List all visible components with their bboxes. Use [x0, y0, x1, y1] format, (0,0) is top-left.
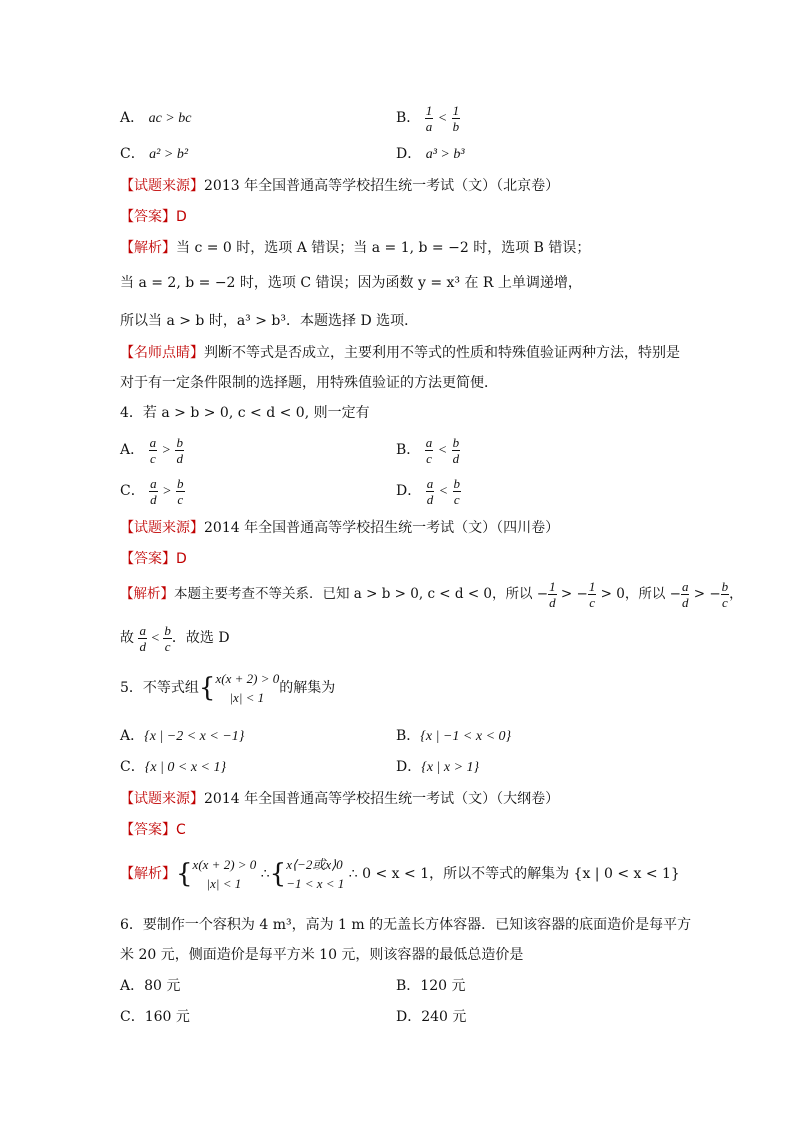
analysis-text: > 0，所以 −: [596, 586, 681, 602]
option-label: D．: [396, 759, 422, 775]
fraction: $\frac{a}{d}$: [150, 475, 157, 507]
source-tag: 【试题来源】: [120, 791, 204, 807]
answer-tag: 【答案】: [120, 209, 176, 225]
option-label: D．: [396, 483, 422, 499]
fraction: $\frac{b}{d}$: [176, 434, 183, 466]
operator: >: [162, 484, 172, 499]
brace-icon: {: [176, 859, 193, 889]
q6-stem-line1: 6．要制作一个容积为 4 m³，高为 1 m 的无盖长方体容器．已知该容器的底面造价是每平方: [120, 917, 692, 933]
q4-option-a: [120, 432, 184, 469]
stem-text: 5．不等式组: [120, 680, 199, 696]
option-label: B．: [396, 728, 421, 744]
q4-stem: 4．若 a > b > 0, c < d < 0, 则一定有: [120, 405, 370, 421]
q5-option-a: [120, 726, 244, 747]
fraction: $\frac{1}{d}$: [549, 579, 556, 610]
option-label: D．: [396, 146, 422, 162]
option-expr: {x | −2 < x < −1}: [144, 729, 245, 744]
option-expr: 160 元: [144, 1009, 190, 1025]
option-expr: 80 元: [144, 978, 181, 994]
inequality-system: x⟨−2或x⟩0 −1 < x < 1: [286, 857, 345, 891]
analysis-text: ，: [729, 586, 743, 602]
option-label: C．: [120, 1009, 145, 1025]
answer-tag: 【答案】: [120, 822, 176, 838]
q5-analysis: [120, 853, 680, 895]
analysis-tag: 【解析】: [120, 240, 176, 256]
brace-icon: {: [198, 673, 216, 703]
option-label: B．: [396, 978, 421, 994]
answer-value: D: [176, 209, 187, 225]
analysis-text: 本题主要考查不等关系．已知 a > b > 0, c < d < 0，所以 −: [174, 586, 549, 602]
fraction: $\frac{a}{c}$: [425, 434, 433, 466]
operator: <: [437, 443, 448, 458]
q4-source: [120, 518, 559, 538]
q3-answer: [120, 207, 187, 227]
operator: <: [146, 631, 164, 646]
q3-teacher-note-line1: [120, 343, 680, 363]
q3-source: [120, 176, 559, 196]
option-label: C．: [120, 483, 145, 499]
q4-option-d: [396, 473, 461, 510]
source-tag: 【试题来源】: [120, 178, 204, 194]
q5-answer: [120, 820, 186, 840]
option-expr: 240 元: [421, 1009, 467, 1025]
operator: <: [437, 111, 448, 126]
option-expr: {x | −1 < x < 0}: [420, 729, 512, 744]
source-text: 2014 年全国普通高等学校招生统一考试（文）（四川卷）: [204, 520, 560, 536]
source-text: 2014 年全国普通高等学校招生统一考试（文）（大纲卷）: [204, 791, 560, 807]
teacher-text: 判断不等式是否成立，主要利用不等式的性质和特殊值验证两种方法，特别是: [204, 345, 680, 361]
q5-stem: [120, 668, 335, 708]
q5-option-c: [120, 757, 226, 778]
q3-analysis-line3: 所以当 a > b 时，a³ > b³．本题选择 D 选项．: [120, 313, 419, 329]
fraction: $\frac{a}{c}$: [149, 434, 157, 466]
fraction: $\frac{1}{c}$: [588, 579, 596, 610]
stem-text: 的解集为: [279, 680, 336, 696]
answer-value: D: [176, 551, 187, 567]
option-expr: a² > b²: [149, 147, 189, 162]
answer-value: C: [176, 822, 186, 838]
q3-option-a: [120, 108, 191, 129]
q4-option-b: [396, 432, 460, 469]
q3-teacher-note-line2: 对于有一定条件限制的选择题，用特殊值验证的方法更简便．: [120, 375, 498, 391]
answer-tag: 【答案】: [120, 551, 176, 567]
source-text: 2013 年全国普通高等学校招生统一考试（文）（北京卷）: [204, 178, 560, 194]
q6-option-a: [120, 976, 180, 996]
q6-option-b: [396, 976, 465, 996]
q4-conclusion: [120, 620, 230, 657]
operator: >: [161, 443, 171, 458]
q6-option-c: [120, 1007, 190, 1027]
fraction: $\frac{1}{a}$: [425, 102, 433, 134]
fraction: $\frac{b}{c}$: [453, 475, 461, 507]
q5-option-d: [396, 757, 479, 778]
brace-icon: {: [269, 859, 287, 889]
analysis-text: > −: [556, 586, 588, 602]
q3-analysis-line2: 当 a = 2, b = −2 时，选项 C 错误；因为函数 y = x³ 在 R 上单调递增，: [120, 275, 582, 291]
operator: <: [438, 484, 449, 499]
analysis-text: 当 c = 0 时，选项 A 错误；当 a = 1, b = −2 时，选项 B 错误；: [176, 240, 591, 256]
fraction: $\frac{b}{d}$: [452, 434, 460, 466]
q4-analysis-line1: [120, 576, 743, 612]
option-label: B．: [396, 110, 421, 126]
q4-option-c: [120, 473, 185, 510]
q3-analysis-line1: [120, 238, 590, 258]
q3-option-d: [396, 144, 465, 165]
fraction: $\frac{b}{c}$: [177, 475, 184, 507]
option-expr: a³ > b³: [425, 147, 465, 162]
analysis-text: ∴ 0 < x < 1，所以不等式的解集为 {x | 0 < x < 1}: [348, 866, 680, 882]
option-label: A．: [120, 978, 145, 994]
analysis-text: 故: [120, 630, 139, 646]
option-label: A．: [120, 110, 145, 126]
analysis-text: ．故选 D: [171, 630, 230, 646]
option-expr: ac > bc: [148, 111, 192, 126]
option-expr: {x | 0 < x < 1}: [144, 760, 227, 775]
option-expr: 120 元: [420, 978, 466, 994]
q6-option-d: [396, 1007, 466, 1027]
q5-option-b: [396, 726, 511, 747]
fraction: $\frac{a}{d}$: [681, 579, 689, 610]
option-label: B．: [396, 442, 421, 458]
option-label: C．: [120, 146, 145, 162]
option-label: A．: [120, 442, 145, 458]
q3-option-b: [396, 100, 460, 137]
analysis-tag: 【解析】: [120, 586, 174, 602]
q3-option-c: [120, 144, 188, 165]
q4-answer: [120, 549, 187, 569]
inequality-system: x(x + 2) > 0 |x| < 1: [215, 671, 280, 705]
fraction: $\frac{1}{b}$: [452, 102, 460, 134]
teacher-tag: 【名师点睛】: [120, 345, 204, 361]
fraction: $\frac{a}{d}$: [426, 475, 434, 507]
analysis-text: > −: [689, 586, 721, 602]
fraction: $\frac{b}{c}$: [164, 622, 171, 654]
source-tag: 【试题来源】: [120, 520, 204, 536]
analysis-tag: 【解析】: [120, 866, 176, 882]
q5-source: [120, 789, 559, 809]
option-label: D．: [396, 1009, 422, 1025]
option-label: A．: [120, 728, 145, 744]
inequality-system: x(x + 2) > 0 |x| < 1: [192, 857, 257, 891]
q6-stem-line2: 米 20 元，侧面造价是每平方米 10 元，则该容器的最低总造价是: [120, 947, 524, 963]
fraction: $\frac{a}{d}$: [139, 622, 146, 654]
option-expr: {x | x > 1}: [421, 760, 480, 775]
therefore-symbol: ∴: [260, 866, 270, 882]
fraction: $\frac{b}{c}$: [721, 579, 729, 610]
option-label: C．: [120, 759, 145, 775]
